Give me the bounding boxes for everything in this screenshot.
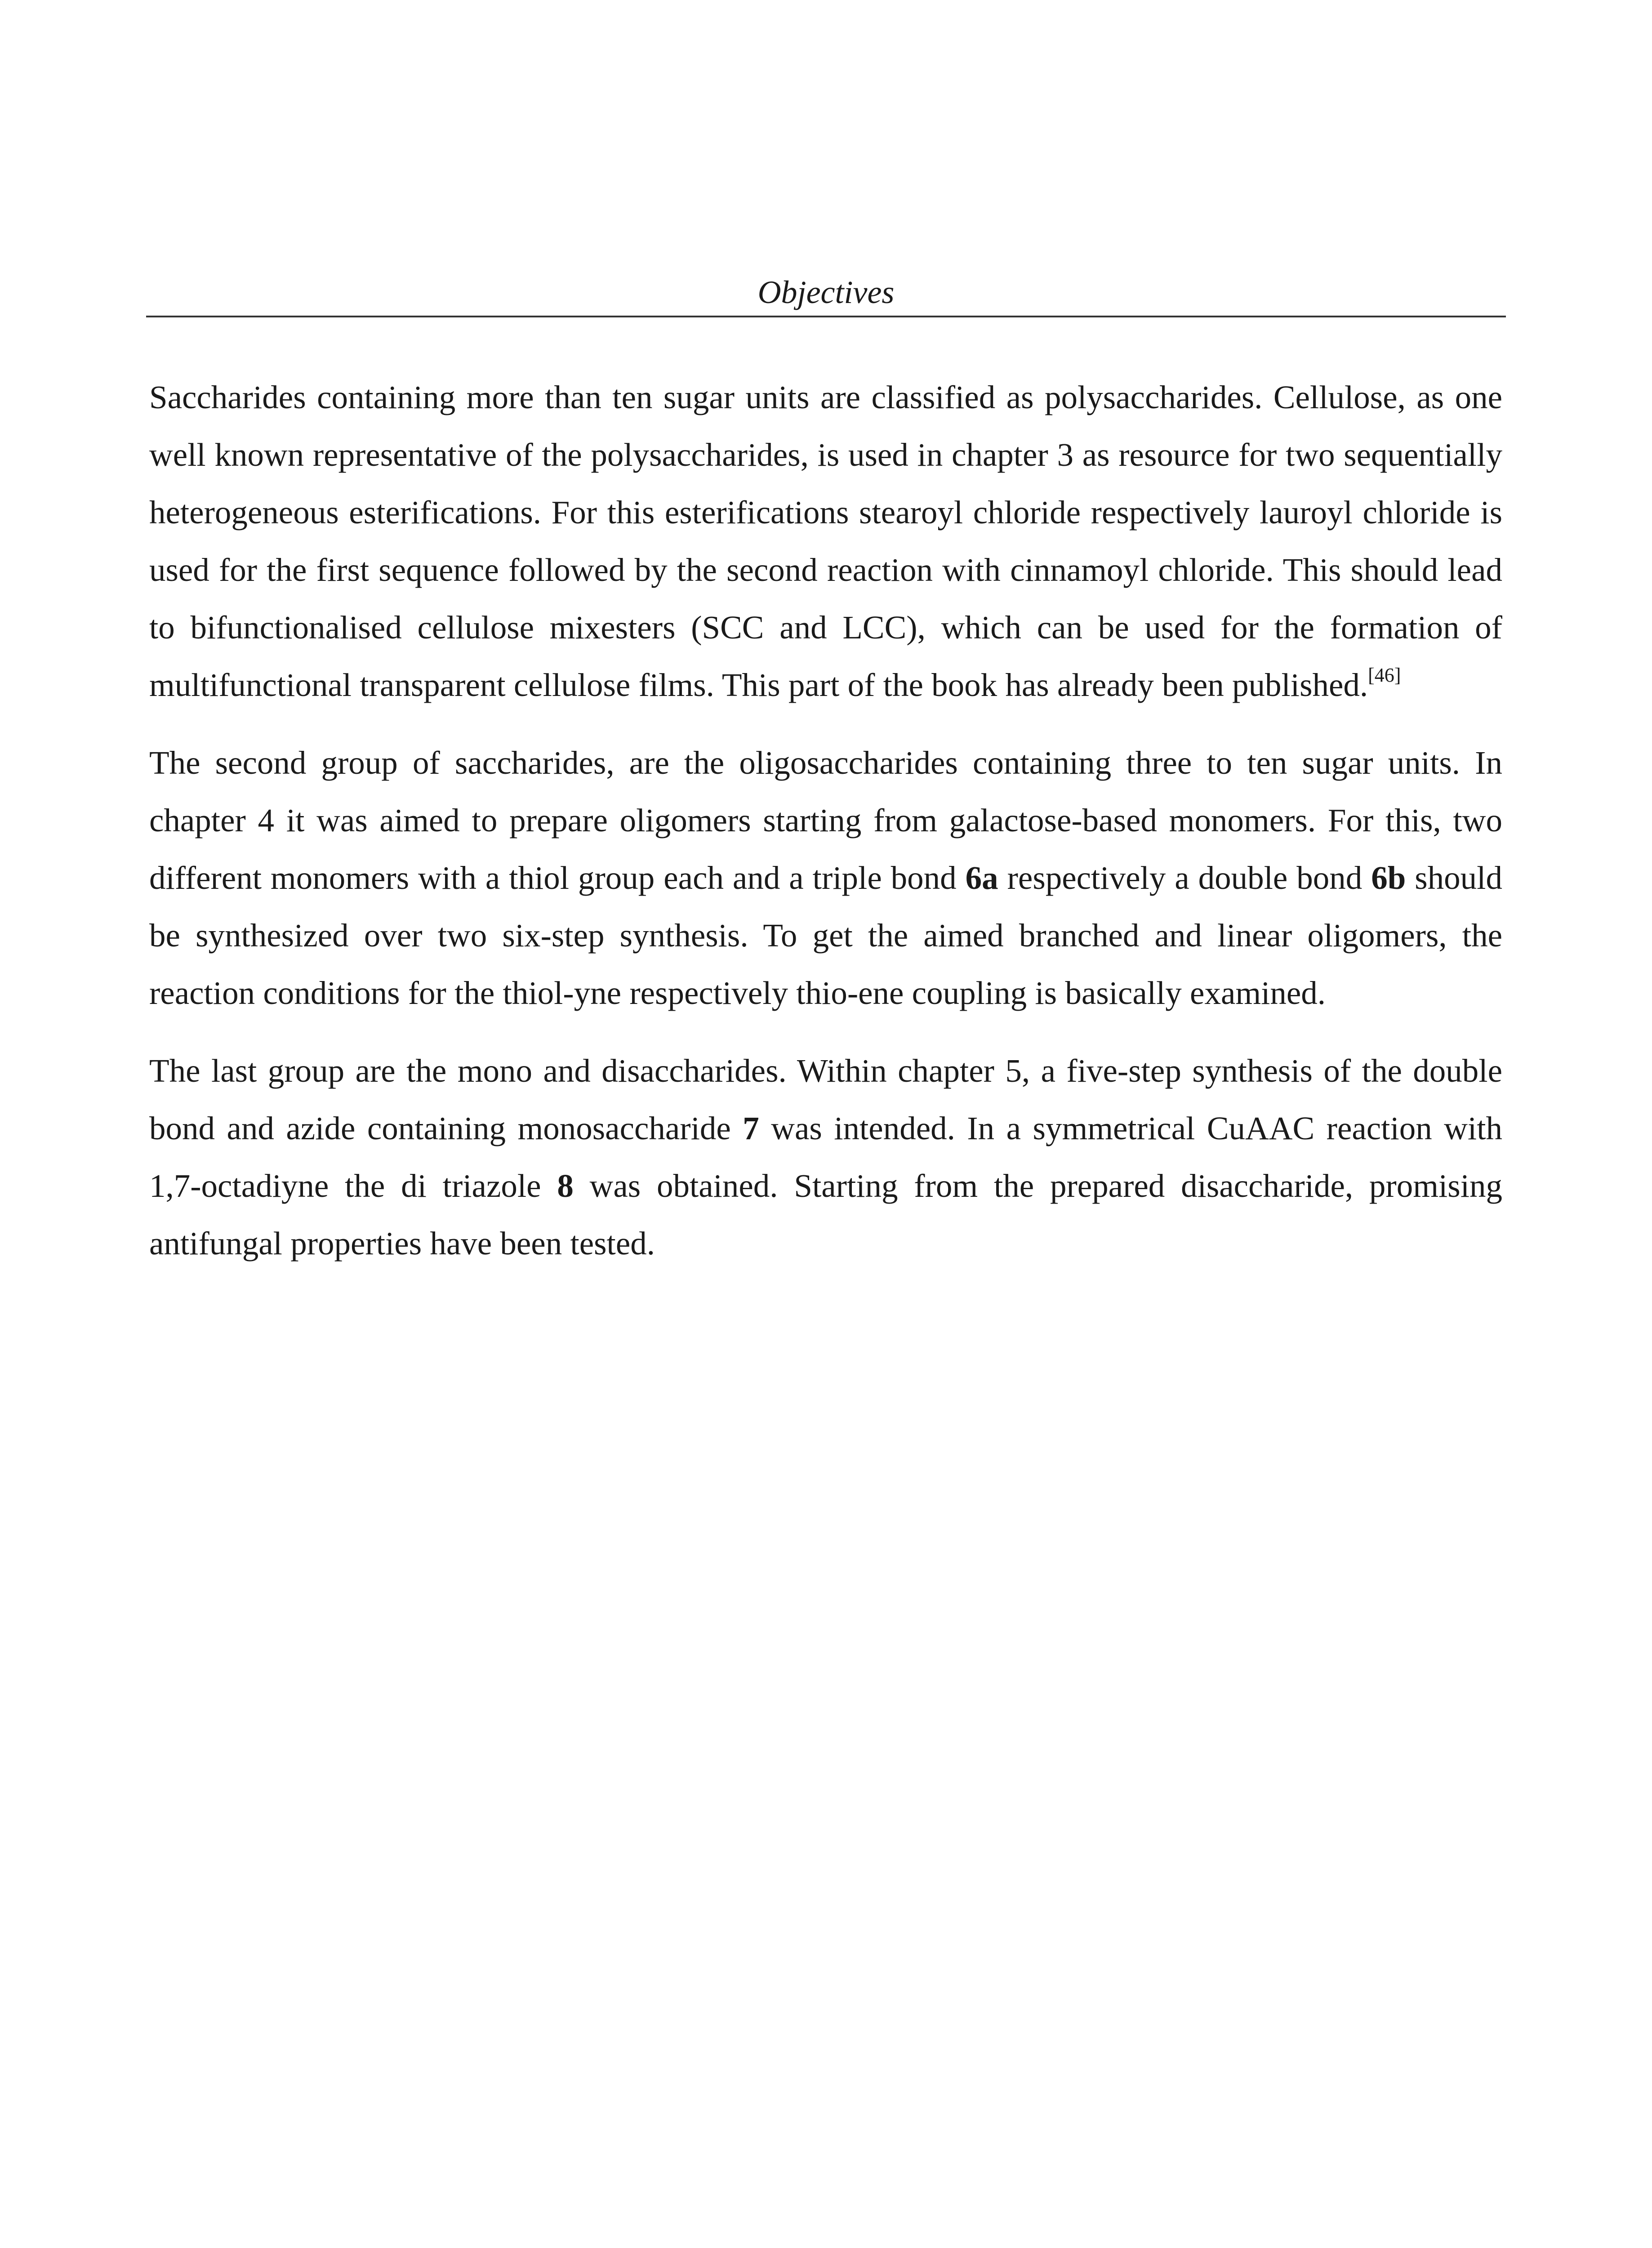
paragraph-mono-disaccharides xyxy=(149,1042,1502,1272)
citation-reference: [46] xyxy=(1368,664,1401,686)
compound-label-6a: 6a xyxy=(965,860,998,896)
header-divider xyxy=(146,316,1506,317)
compound-label-7: 7 xyxy=(743,1110,759,1146)
paragraph-3-text: was obtained. Starting from the prepared disaccharide, promising antifungal properties have been tested. xyxy=(149,1168,1502,1262)
paragraph-1-text: Saccharides containing more than ten sugar units are classified as polysaccharides. Cellulose, as one well known representative of the polysaccharides, is used in chapter 3 as resource for two sequentially heterogeneous esterifications. For this esterifications stearoyl chloride respectively lauroyl chloride is used for the first sequence followed by the second reaction with cinnamoyl chloride. This should lead to bifunctionalised cellulose mixesters (SCC and LCC), which can be used for the formation of multifunctional transparent cellulose films. This part of the book has already been published. xyxy=(149,379,1502,703)
paragraph-oligosaccharides xyxy=(149,734,1502,1022)
compound-label-6b: 6b xyxy=(1371,860,1406,896)
paragraph-2-text: respectively a double bond xyxy=(998,860,1371,896)
paragraph-3-text: was intended. In a symmetrical CuAAC reaction with 1,7-octadiyne the di triazole xyxy=(149,1110,1502,1204)
compound-label-8: 8 xyxy=(557,1168,574,1204)
paragraph-2-text: The second group of saccharides, are the oligosaccharides containing three to ten sugar units. In chapter 4 it was aimed to prepare oligomers starting from galactose-based monomers. For this, two different monomers with a thiol group each and a triple bond xyxy=(149,745,1502,896)
body-text xyxy=(149,369,1502,1293)
paragraph-polysaccharides xyxy=(149,369,1502,714)
paragraph-2-text: should be synthesized over two six-step synthesis. To get the aimed branched and linear oligomers, the reaction conditions for the thiol-yne respectively thio-ene coupling is basically examined. xyxy=(149,860,1502,1011)
paragraph-3-text: The last group are the mono and disaccharides. Within chapter 5, a five-step synthesis of the double bond and azide containing monosaccharide xyxy=(149,1053,1502,1146)
running-header-title: Objectives xyxy=(757,274,895,310)
